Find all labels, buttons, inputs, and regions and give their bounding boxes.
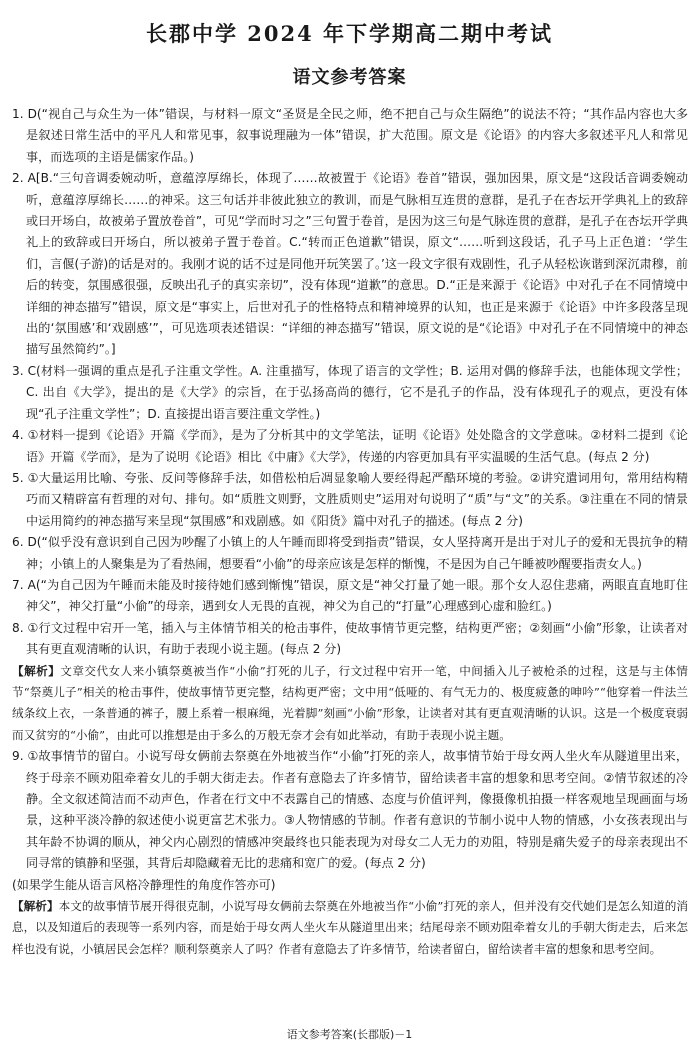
answer-item-6: 6. D(“似乎没有意识到自己因为吵醒了小镇上的人午睡而即将受到指责”错误，女人坚持离开是出于对儿子的爱和无畏抗争的精神；小镇上的人聚集是为了看热闹，想要看“小偷”的母亲应该是怎样的惭愧，不是因为自己午睡被吵醒要指责女人。) xyxy=(12,535,688,571)
answer-item-7: 7. A(“为自己因为午睡而未能及时接待她们感到惭愧”错误，原文是“神父打量了她一眼。那个女人忍住悲痛，两眼直直地盯住神父”，神父打量“小偷”的母亲，遇到女人无畏的直视，神父为自己的“打量”心理感到心虚和脸红。) xyxy=(12,577,688,614)
analysis-label: 【解析】 xyxy=(12,899,59,914)
answer-item-8: 8. ①行文过程中宕开一笔，插入与主体情节相关的枪击事件，使故事情节更完整，结构更严密；②刻画“小偷”形象，让读者对其有更直观清晰的认识，有助于表现小说主题。(每点 2 分) xyxy=(12,620,688,657)
answer-subtitle: 语文参考答案 xyxy=(292,67,407,88)
answer-item-1: 1. D(“视自己与众生为一体”错误，与材料一原文“圣贤是全民之师，绝不把自己与众生隔绝”的说法不符；“其作品内容也大多是叙述日常生活中的平凡人和常见事，叙事说理融为一体”错误，扩大范围。原文是《论语》的内容大多叙述平凡人和常见事，而选项的主语是儒家作品。) xyxy=(12,107,688,164)
answer-item-9: 9. ①故事情节的留白。小说写母女俩前去祭奠在外地被当作“小偷”打死的亲人，故事情节始于母女两人坐火车从隧道里出来，终于母亲不顾劝阻牵着女儿的手朝大街走去。作者有意隐去了许多情节，留给读者丰富的想象和思考空间。②情节叙述的冷静。全文叙述简洁而不动声色，作者在行文中不表露自己的情感、态度与价值评判，像摄像机拍摄一样客观地呈现画面与场景，这种平淡冷静的叙述使小说更富艺术张力。③人物情感的节制。作者有意识的节制小说中人物的情感，小女孩表现出与其年龄不协调的顺从，神父内心剧烈的情感冲突最终也只能表现为对母女二人无力的劝阻，特别是痛失爱子的母亲表现出不同寻常的镇静和坚强，其背后却隐藏着无比的悲痛和宽广的爱。(每点 2 分) xyxy=(12,749,688,871)
answer-item-3: 3. C(材料一强调的重点是孔子注重文学性。A. 注重描写，体现了语言的文学性；B. 运用对偶的修辞手法，也能体现文学性；C. 出自《大学》，提出的是《大学》的宗旨，在于弘扬高尚的德行，它不是孔子的作品，没有体现孔子的观点，更没有体现“孔子注重文学性”；D. 直接提出语言要注重文学性。) xyxy=(12,363,688,421)
analysis-label: 【解析】 xyxy=(12,663,61,678)
answer-item-5: 5. ①大量运用比喻、夸张、反问等修辞手法，如借松柏后凋显象喻人要经得起严酷环境的考验。②讲究遣词用句，常用结构精巧而又精辟富有哲理的对句、排句。如“质胜文则野，文胜质则史”运用对句说明了“质”与“文”的关系。③注重在不同的情景中运用简约的神态描写来呈现“氛围感”和戏剧感。如《阳货》篇中对孔子的描述。(每点 2 分) xyxy=(12,470,688,528)
answer-item-4: 4. ①材料一提到《论语》开篇《学而》，是为了分析其中的文学笔法，证明《论语》处处隐含的文学意味。②材料二提到《论语》开篇《学而》，是为了说明《论语》相比《中庸》《大学》，传递的内容更加具有平实温暖的生活气息。(每点 2 分) xyxy=(12,428,688,464)
page-footer: 语文参考答案(长郡版)－1 xyxy=(286,1028,413,1041)
analysis-9 xyxy=(12,896,688,960)
analysis-8 xyxy=(12,661,688,747)
analysis-text: 本文的故事情节展开得很克制，小说写母女俩前去祭奠在外地被当作“小偷”打死的亲人，但并没有交代她们是怎么知道的消息，以及知道后的表现等一系列内容，而是始于母女两人坐火车从隧道里出来；结尾母亲不顾劝阻牵着女儿的手朝大街走去，后来怎样也没有说，小镇居民会怎样？顺利祭奠亲人了吗？作者有意隐去了许多情节，给读者留白，留给读者丰富的想象和思考空间。 xyxy=(12,899,688,956)
answer-item-2: 2. A[B.“三句音调委婉动听，意蕴淳厚绵长，体现了……故被置于《论语》卷首”错误，强加因果，原文是“这段话音调委婉动听，意蕴淳厚绵长……的神采。这三句话并非彼此独立的教训，而是气脉相互连贯的意群，是孔子在杏坛开学典礼上的致辞或曰开场白，故被弟子置放卷首”，可见“学而时习之”三句置于卷首，是因为这三句是气脉连贯的意群，是孔子在杏坛开学典礼上的致辞或曰开场白，所以被弟子置于卷首。C.“转而正色道歉”错误，原文“……听到这段话，孔子马上正色道：‘学生们，言偃(子游)的话是对的。我刚才说的话不过是同他开玩笑罢了。’这一段文字很有戏剧性，孔子从轻松诙谐到深沉肃穆，前后的转变，氛围感很强，反映出孔子的真实亲切”，没有体现“道歉”的意思。D.“正是来源于《论语》中对孔子在不同情境中详细的神态描写”错误，原文是“事实上，后世对孔子的性格特点和精神境界的认知，也正是来源于《论语》中许多段落呈现出的‘氛围感’和‘戏剧感’”，可见选项表述错误：“详细的神态描写”错误，原文说的是“《论语》中对孔子在不同情境中的神态描写虽然简约”。] xyxy=(12,171,688,357)
exam-title: 长郡中学 2024 年下学期高二期中考试 xyxy=(145,21,554,46)
answer-body xyxy=(12,104,688,960)
answer-note-9: (如果学生能从语言风格冷静理性的角度作答亦可) xyxy=(12,877,276,892)
analysis-text: 文章交代女人来小镇祭奠被当作“小偷”打死的儿子，行文过程中宕开一笔，中间插入儿子被枪杀的过程，这是与主体情节“祭奠儿子”相关的枪击事件，使故事情节更完整，结构更严密；文中用“低哑的、有气无力的、极度疲惫的呻吟”“他穿着一件法兰绒条纹上衣，一条普通的裤子，腰上系着一根麻绳，光着脚”刻画“小偷”形象，让读者对其有更直观清晰的认识。这是一个极度衰弱而又贫穷的“小偷”，由此可以推想是由于多么的万般无奈才会有如此举动，有助于表现小说主题。 xyxy=(12,663,688,742)
